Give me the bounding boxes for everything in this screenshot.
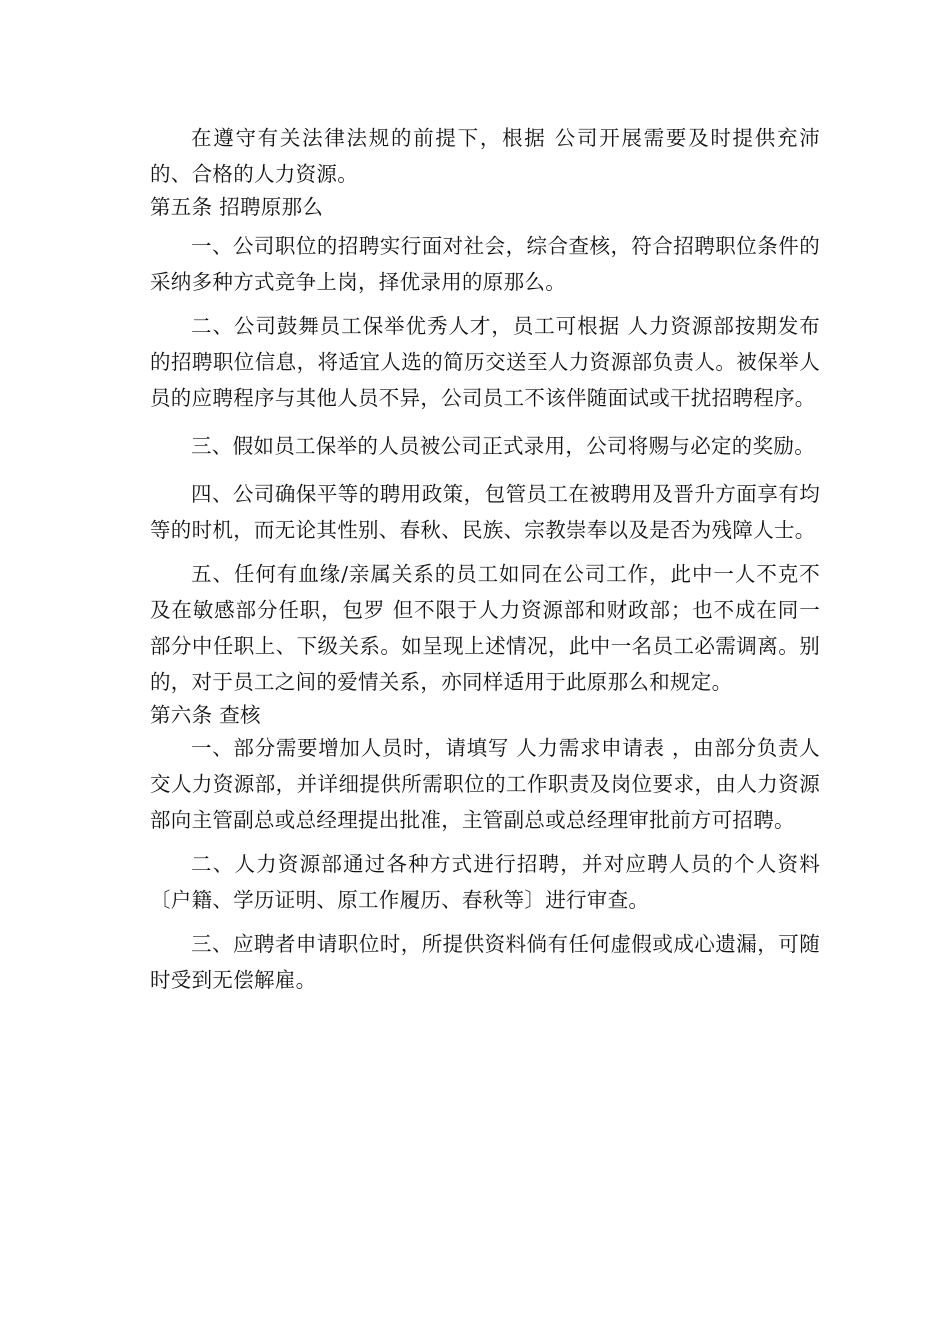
document-page xyxy=(150,120,820,998)
article-6-paragraph-1: 一、部分需要增加人员时，请填写 人力需求申请表 ，由部分负责人交人力资源部，并详细提供所需职位的工作职责及岗位要求，由人力资源部向主管副总或总经理提出批准，主管副总或总经理审批前方可招聘。 xyxy=(150,736,820,832)
article-5-paragraph-2: 二、公司鼓舞员工保举优秀人才，员工可根据 人力资源部按期发布的招聘职位信息，将适宜人选的简历交送至人力资源部负责人。被保举人员的应聘程序与其他人员不异，公司员工不该伴随面试或干扰招聘程序。 xyxy=(150,314,820,410)
article-5-paragraph-1: 一、公司职位的招聘实行面对社会，综合查核，符合招聘职位条件的采纳多种方式竞争上岗，择优录用的原那么。 xyxy=(150,234,820,294)
article-5-paragraph-3: 三、假如员工保举的人员被公司正式录用，公司将赐与必定的奖励。 xyxy=(191,434,815,458)
article-6-paragraph-3: 三、应聘者申请职位时，所提供资料倘有任何虚假或成心遗漏，可随时受到无偿解雇。 xyxy=(150,932,820,992)
article-5-paragraph-4: 四、公司确保平等的聘用政策，包管员工在被聘用及晋升方面享有均等的时机，而无论其性别、春秋、民族、宗教崇奉以及是否为残障人士。 xyxy=(150,482,820,542)
article-5-paragraph-5: 五、任何有血缘/亲属关系的员工如同在公司工作，此中一人不克不及在敏感部分任职，包罗 但不限于人力资源部和财政部；也不成在同一部分中任职上、下级关系。如呈现上述情况，此中一名员工必需调离。别的，对于员工之间的爱情关系，亦同样适用于此原那么和规定。 xyxy=(150,562,820,694)
article-5-heading: 第五条 招聘原那么 xyxy=(150,195,324,219)
article-6-paragraph-2: 二、人力资源部通过各种方式进行招聘，并对应聘人员的个人资料〔户籍、学历证明、原工作履历、春秋等〕进行审查。 xyxy=(150,852,820,912)
article-6-heading: 第六条 查核 xyxy=(150,703,261,727)
intro-paragraph: 在遵守有关法律法规的前提下，根据 公司开展需要及时提供充沛的、合格的人力资源。 xyxy=(150,126,820,186)
